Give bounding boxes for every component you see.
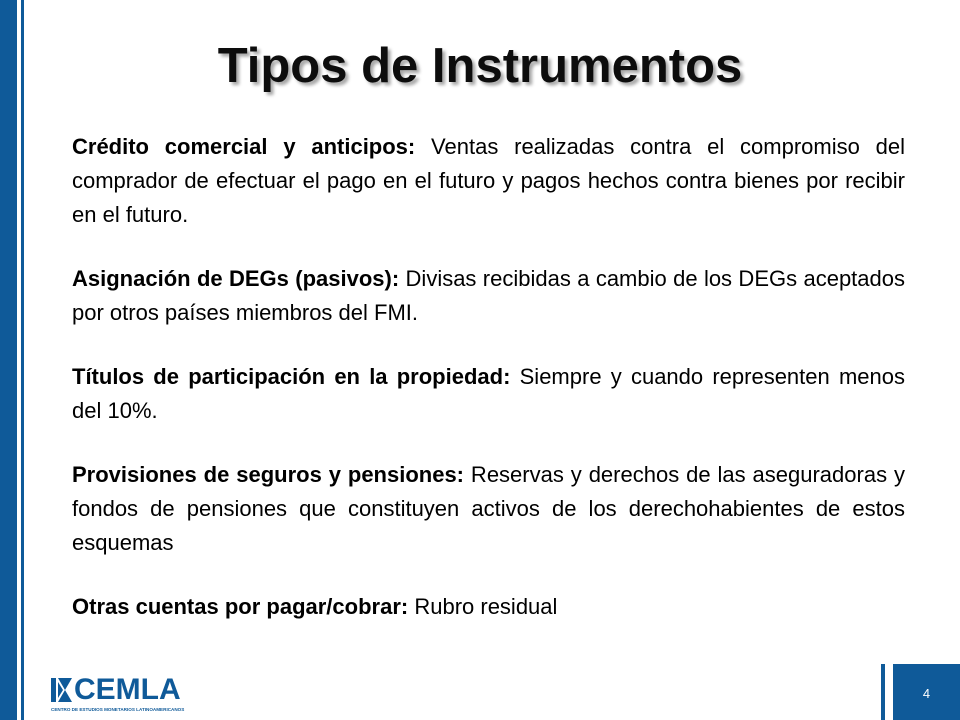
- item-text: Divisas recibidas a cambio de los DEGs aceptados por otros países miembros del FMI.: [72, 266, 905, 325]
- list-item: [72, 360, 905, 428]
- list-item: [72, 458, 905, 560]
- page-number: 4: [922, 686, 931, 701]
- list-item: [72, 262, 905, 330]
- item-term: Otras cuentas por pagar/cobrar:: [72, 594, 409, 619]
- list-item: [72, 130, 905, 232]
- cemla-logo-mark-icon: [51, 676, 73, 704]
- left-accent-line: [21, 0, 24, 720]
- item-term: Asignación de DEGs (pasivos):: [72, 266, 400, 291]
- item-term: Títulos de participación en la propiedad:: [72, 364, 511, 389]
- item-text: Siempre y cuando representen menos del 10%.: [72, 364, 905, 423]
- item-term: Crédito comercial y anticipos:: [72, 134, 416, 159]
- slide-body: [72, 130, 905, 624]
- item-text: Reservas y derechos de las aseguradoras y fondos de pensiones que constituyen activos de los derechohabientes de estos esquemas: [72, 462, 905, 555]
- slide-title: Tipos de Instrumentos: [217, 39, 743, 93]
- footer-accent-gap: [885, 664, 893, 720]
- item-text: Ventas realizadas contra el compromiso del comprador de efectuar el pago en el futuro y pagos hechos contra bienes por recibir en el futuro.: [72, 134, 905, 227]
- logo-name: CEMLA: [74, 673, 181, 706]
- cemla-logo: [51, 673, 191, 716]
- item-text: Rubro residual: [408, 594, 558, 619]
- logo-subtitle: CENTRO DE ESTUDIOS MONETARIOS LATINOAMERICANOS: [51, 707, 185, 712]
- item-term: Provisiones de seguros y pensiones:: [72, 462, 465, 487]
- list-item: [72, 590, 905, 624]
- left-accent-bar: [0, 0, 17, 720]
